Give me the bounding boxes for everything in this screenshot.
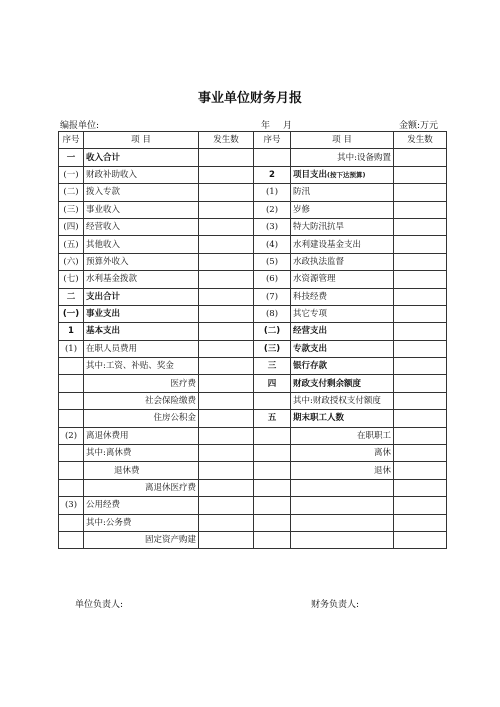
left-seq-cell: (五)	[59, 236, 84, 253]
right-item-label: 经营支出	[293, 326, 328, 337]
right-item-cell	[291, 323, 394, 340]
header-seq-right: 序号	[254, 132, 291, 149]
right-seq-cell	[254, 462, 291, 479]
right-amount-cell	[394, 514, 447, 531]
report-table	[58, 131, 447, 549]
right-item-label: 期末职工人数	[293, 413, 345, 424]
table-row	[59, 392, 447, 409]
right-seq-cell: (7)	[254, 288, 291, 305]
table-row	[59, 497, 447, 514]
right-seq-cell	[254, 427, 291, 444]
table-row	[59, 445, 447, 462]
right-item-label: 岁修	[293, 204, 311, 215]
right-seq-cell	[254, 479, 291, 496]
left-item-cell: 基本支出	[84, 323, 199, 340]
header-item-right: 项 目	[291, 132, 394, 149]
right-item-cell	[291, 236, 394, 253]
reporting-unit-label: 编报单位:	[60, 121, 100, 131]
right-amount-cell	[394, 236, 447, 253]
table-row	[59, 288, 447, 305]
right-seq-cell: (二)	[254, 323, 291, 340]
right-item-label: 项目支出	[293, 169, 328, 180]
right-seq-cell: 三	[254, 358, 291, 375]
left-amount-cell	[199, 445, 254, 462]
header-amount-left: 发生数	[199, 132, 254, 149]
left-item-cell: 事业支出	[84, 305, 199, 322]
right-item-cell	[291, 253, 394, 270]
left-seq-cell: (七)	[59, 271, 84, 288]
table-row	[59, 410, 447, 427]
right-item-label: 其中:设备购置	[337, 152, 391, 163]
left-amount-cell	[199, 201, 254, 218]
right-amount-cell	[394, 375, 447, 392]
left-item-cell: 在职人员费用	[84, 340, 199, 357]
left-seq-cell: 1	[59, 323, 84, 340]
left-item-cell: 退休费	[84, 462, 199, 479]
right-amount-cell	[394, 184, 447, 201]
left-seq-cell: (四)	[59, 218, 84, 235]
left-item-cell: 其他收入	[84, 236, 199, 253]
left-item-cell: 其中:离休费	[84, 445, 199, 462]
right-item-cell	[291, 445, 394, 462]
left-amount-cell	[199, 218, 254, 235]
right-amount-cell	[394, 392, 447, 409]
left-amount-cell	[199, 323, 254, 340]
left-amount-cell	[199, 236, 254, 253]
table-row	[59, 323, 447, 340]
left-item-cell: 水利基金拨款	[84, 271, 199, 288]
right-amount-cell	[394, 218, 447, 235]
right-item-cell	[291, 218, 394, 235]
left-seq-cell	[59, 479, 84, 496]
table-row	[59, 271, 447, 288]
left-item-cell: 离退休费用	[84, 427, 199, 444]
right-amount-cell	[394, 358, 447, 375]
left-seq-cell	[59, 462, 84, 479]
right-item-cell	[291, 479, 394, 496]
right-item-cell	[291, 288, 394, 305]
left-item-cell: 其中:工资、补贴、奖金	[84, 358, 199, 375]
left-amount-cell	[199, 166, 254, 183]
right-item-label: 水利建设基金支出	[293, 239, 362, 250]
right-amount-cell	[394, 305, 447, 322]
right-seq-cell: (2)	[254, 201, 291, 218]
report-title: 事业单位财务月报	[197, 91, 302, 106]
right-amount-cell	[394, 271, 447, 288]
right-item-label: 其它专项	[293, 309, 328, 320]
right-seq-cell: (5)	[254, 253, 291, 270]
left-item-cell: 财政补助收入	[84, 166, 199, 183]
right-item-label: 水政执法监督	[293, 256, 345, 267]
right-item-cell	[291, 184, 394, 201]
right-item-cell	[291, 340, 394, 357]
right-seq-cell	[254, 392, 291, 409]
left-amount-cell	[199, 358, 254, 375]
left-item-cell: 固定资产购建	[84, 531, 199, 548]
right-item-label: 特大防汛抗旱	[293, 222, 345, 233]
right-amount-cell	[394, 462, 447, 479]
right-seq-cell	[254, 149, 291, 166]
right-item-label: 防汛	[293, 187, 311, 198]
table-row	[59, 427, 447, 444]
left-item-cell: 事业收入	[84, 201, 199, 218]
left-amount-cell	[199, 392, 254, 409]
table-row	[59, 479, 447, 496]
table-row	[59, 236, 447, 253]
left-amount-cell	[199, 288, 254, 305]
left-amount-cell	[199, 375, 254, 392]
right-item-label: 科技经费	[293, 291, 328, 302]
table-row	[59, 184, 447, 201]
table-row	[59, 253, 447, 270]
right-item-label: 退休	[373, 465, 391, 476]
table-row	[59, 218, 447, 235]
right-item-label: 财政支付剩余额度	[293, 378, 362, 389]
left-amount-cell	[199, 462, 254, 479]
right-seq-cell: (3)	[254, 218, 291, 235]
right-item-cell	[291, 497, 394, 514]
right-seq-cell: (三)	[254, 340, 291, 357]
left-item-cell: 社会保险缴费	[84, 392, 199, 409]
left-seq-cell	[59, 514, 84, 531]
table-row	[59, 462, 447, 479]
right-seq-cell	[254, 514, 291, 531]
left-item-cell: 预算外收入	[84, 253, 199, 270]
left-seq-cell	[59, 531, 84, 548]
right-amount-cell	[394, 497, 447, 514]
right-item-cell	[291, 358, 394, 375]
right-amount-cell	[394, 323, 447, 340]
header-row	[59, 132, 447, 149]
left-seq-cell: (六)	[59, 253, 84, 270]
left-item-cell: 离退休医疗费	[84, 479, 199, 496]
left-amount-cell	[199, 479, 254, 496]
right-amount-cell	[394, 149, 447, 166]
left-amount-cell	[199, 305, 254, 322]
right-item-cell	[291, 305, 394, 322]
right-item-label: 银行存款	[293, 361, 328, 372]
table-row	[59, 166, 447, 183]
header-amount-right: 发生数	[394, 132, 447, 149]
right-seq-cell: (6)	[254, 271, 291, 288]
left-seq-cell	[59, 410, 84, 427]
right-item-cell	[291, 201, 394, 218]
month-label: 月	[283, 121, 293, 131]
right-item-label: 其中:财政授权支付额度	[293, 396, 381, 407]
left-seq-cell: 二	[59, 288, 84, 305]
left-amount-cell	[199, 149, 254, 166]
table-row	[59, 358, 447, 375]
left-amount-cell	[199, 410, 254, 427]
table-row	[59, 375, 447, 392]
right-amount-cell	[394, 479, 447, 496]
left-amount-cell	[199, 340, 254, 357]
left-item-cell: 拨入专款	[84, 184, 199, 201]
left-seq-cell: (2)	[59, 427, 84, 444]
left-amount-cell	[199, 531, 254, 548]
unit-head-signature-label: 单位负责人:	[75, 600, 124, 610]
amount-unit-label: 金额:万元	[399, 121, 439, 131]
right-item-cell	[291, 514, 394, 531]
table-row	[59, 149, 447, 166]
left-seq-cell: (三)	[59, 201, 84, 218]
left-seq-cell	[59, 392, 84, 409]
left-seq-cell: (1)	[59, 340, 84, 357]
left-amount-cell	[199, 271, 254, 288]
right-amount-cell	[394, 445, 447, 462]
left-item-cell: 其中:公务费	[84, 514, 199, 531]
left-amount-cell	[199, 497, 254, 514]
left-seq-cell: 一	[59, 149, 84, 166]
right-item-cell	[291, 531, 394, 548]
left-item-cell: 经营收入	[84, 218, 199, 235]
right-item-label: 水资源管理	[293, 274, 336, 285]
left-item-cell: 住房公积金	[84, 410, 199, 427]
right-amount-cell	[394, 340, 447, 357]
left-item-cell: 医疗费	[84, 375, 199, 392]
right-amount-cell	[394, 288, 447, 305]
table-row	[59, 531, 447, 548]
right-amount-cell	[394, 201, 447, 218]
right-item-cell	[291, 166, 394, 183]
table-row	[59, 340, 447, 357]
right-amount-cell	[394, 253, 447, 270]
right-item-cell	[291, 149, 394, 166]
right-amount-cell	[394, 427, 447, 444]
right-item-cell	[291, 271, 394, 288]
table-row	[59, 201, 447, 218]
left-seq-cell: (3)	[59, 497, 84, 514]
left-seq-cell: (一)	[59, 305, 84, 322]
right-item-cell	[291, 392, 394, 409]
left-item-cell: 收入合计	[84, 149, 199, 166]
right-item-cell	[291, 427, 394, 444]
right-seq-cell	[254, 497, 291, 514]
right-amount-cell	[394, 410, 447, 427]
left-seq-cell	[59, 358, 84, 375]
left-amount-cell	[199, 253, 254, 270]
right-item-cell	[291, 375, 394, 392]
right-amount-cell	[394, 531, 447, 548]
right-seq-cell	[254, 445, 291, 462]
right-seq-cell: (1)	[254, 184, 291, 201]
right-item-label: 在职职工	[356, 430, 391, 441]
left-item-cell: 支出合计	[84, 288, 199, 305]
left-seq-cell: (二)	[59, 184, 84, 201]
right-item-label: 专款支出	[293, 343, 328, 354]
right-seq-cell: (4)	[254, 236, 291, 253]
left-amount-cell	[199, 184, 254, 201]
left-item-cell: 公用经费	[84, 497, 199, 514]
right-seq-cell	[254, 531, 291, 548]
finance-head-signature-label: 财务负责人:	[311, 600, 360, 610]
right-amount-cell	[394, 166, 447, 183]
right-seq-cell: 五	[254, 410, 291, 427]
right-item-cell	[291, 462, 394, 479]
right-item-cell	[291, 410, 394, 427]
right-seq-cell: 四	[254, 375, 291, 392]
header-item-left: 项 目	[84, 132, 199, 149]
table-row	[59, 305, 447, 322]
left-amount-cell	[199, 427, 254, 444]
left-seq-cell: (一)	[59, 166, 84, 183]
table-row	[59, 514, 447, 531]
right-seq-cell: 2	[254, 166, 291, 183]
year-label: 年	[261, 121, 271, 131]
left-seq-cell	[59, 375, 84, 392]
left-seq-cell	[59, 445, 84, 462]
header-seq-left: 序号	[59, 132, 84, 149]
budget-note: (按下达预算)	[327, 170, 366, 179]
right-seq-cell: (8)	[254, 305, 291, 322]
right-item-label: 离休	[373, 448, 391, 459]
left-amount-cell	[199, 514, 254, 531]
